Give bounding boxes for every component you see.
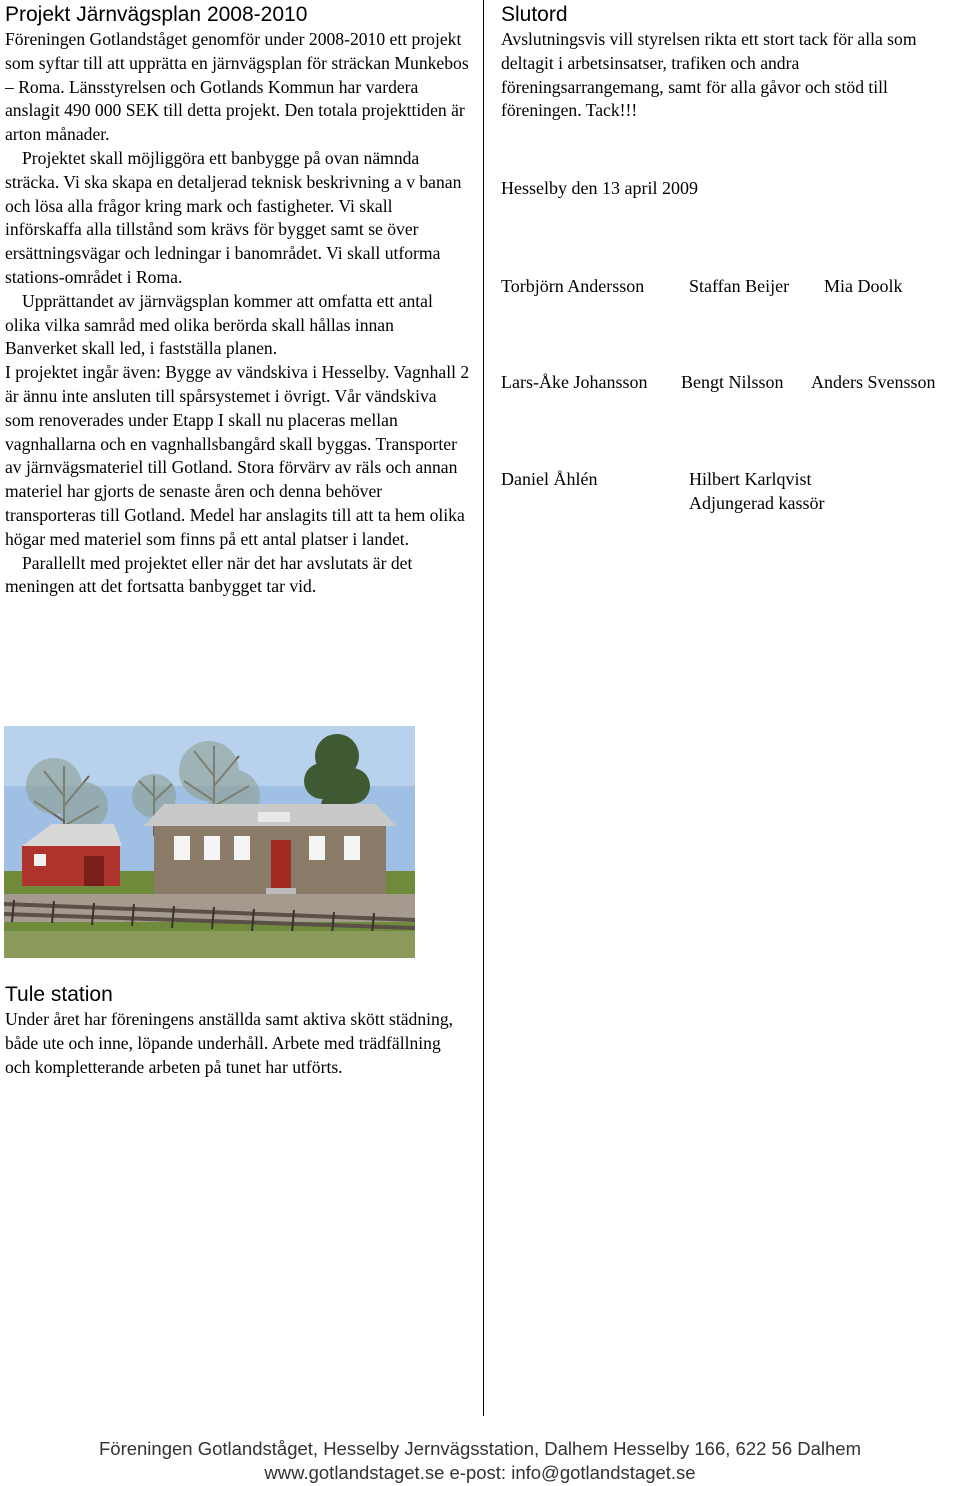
signature-name: Anders Svensson	[811, 372, 936, 392]
left-column	[5, 0, 470, 599]
signature-name: Hilbert Karlqvist	[689, 469, 812, 489]
signature-name: Staffan Beijer	[689, 276, 790, 296]
date-text: Hesselby den 13 april 2009	[501, 178, 698, 198]
project-paragraph-4: I projektet ingår även: Bygge av vändskiva i Hesselby. Vagnhall 2 är ännu inte ansluten till spårsystemet i övrigt. Vår vändskiva som renoverades under Etapp I skall nu placeras mellan vagnhallarna och en vagnhallsbangård skall byggas. Transporter av järnvägsmateriel till Gotland. Stora förvärv av räls och annan materiel har gjorts de senaste åren och denna behöver transporteras till Gotland. Medel har anslagits till att ta hem olika högar med materiel som finns på ett antal platser i landet.	[5, 362, 470, 549]
project-paragraph-5: Parallellt med projektet eller när det har avslutats är det meningen att det fortsatta banbygget tar vid.	[5, 552, 413, 597]
tule-text: Under året har föreningens anställda samt aktiva skött städning, både ute och inne, löpande underhåll. Arbete med trädfällning och kompletterande arbeten på tunet har utförts.	[5, 1009, 454, 1077]
tule-station-photo	[4, 726, 415, 958]
tule-section	[5, 980, 470, 1079]
footer-address: Föreningen Gotlandståget, Hesselby Jernvägsstation, Dalhem Hesselby 166, 622 56 Dalhem	[98, 1438, 861, 1459]
project-heading: Projekt Järnvägsplan 2008-2010	[5, 3, 308, 26]
column-divider	[483, 0, 484, 1416]
signature-name: Daniel Åhlén	[501, 469, 598, 489]
closing-heading: Slutord	[501, 3, 568, 26]
project-paragraph-2: Projektet skall möjliggöra ett banbygge på ovan nämnda sträcka. Vi ska skapa en detaljerad teknisk beskrivning a v banan och lösa alla frågor kring mark och fastigheter. Vi skall införskaffa alla tillstånd som krävs för bygget samt se över ersättningsvägar och ledningar i banområdet. Vi skall utforma stations-området i Roma.	[5, 147, 462, 287]
signature-role: Adjungerad kassör	[689, 493, 825, 513]
signature-name: Lars-Åke Johansson	[501, 372, 648, 392]
project-paragraph-3: Upprättandet av järnvägsplan kommer att omfatta ett antal olika vilka samråd med olika berörda skall hållas innan Banverket skall led, i fastställa planen.	[5, 290, 433, 359]
signature-name: Bengt Nilsson	[681, 372, 784, 392]
tule-heading: Tule station	[5, 983, 113, 1006]
signature-name: Torbjörn Andersson	[501, 276, 645, 296]
project-paragraph-1: Föreningen Gotlandståget genomför under 2008-2010 ett projekt som syftar till att upprätta en järnvägsplan för sträckan Munkebos – Roma. Länsstyrelsen och Gotlands Kommun har vardera anslagit 490 000 SEK till detta projekt. Den totala projekttiden är arton månader.	[5, 29, 469, 145]
right-column	[501, 0, 960, 123]
footer-contact: www.gotlandstaget.se e-post: info@gotlandstaget.se	[264, 1462, 696, 1483]
closing-text: Avslutningsvis vill styrelsen rikta ett stort tack för alla som deltagit i arbetsinsatser, trafiken och andra föreningsarrangemang, samt för alla gåvor och stöd till föreningen. Tack!!!	[501, 29, 917, 121]
signature-name: Mia Doolk	[824, 276, 903, 296]
